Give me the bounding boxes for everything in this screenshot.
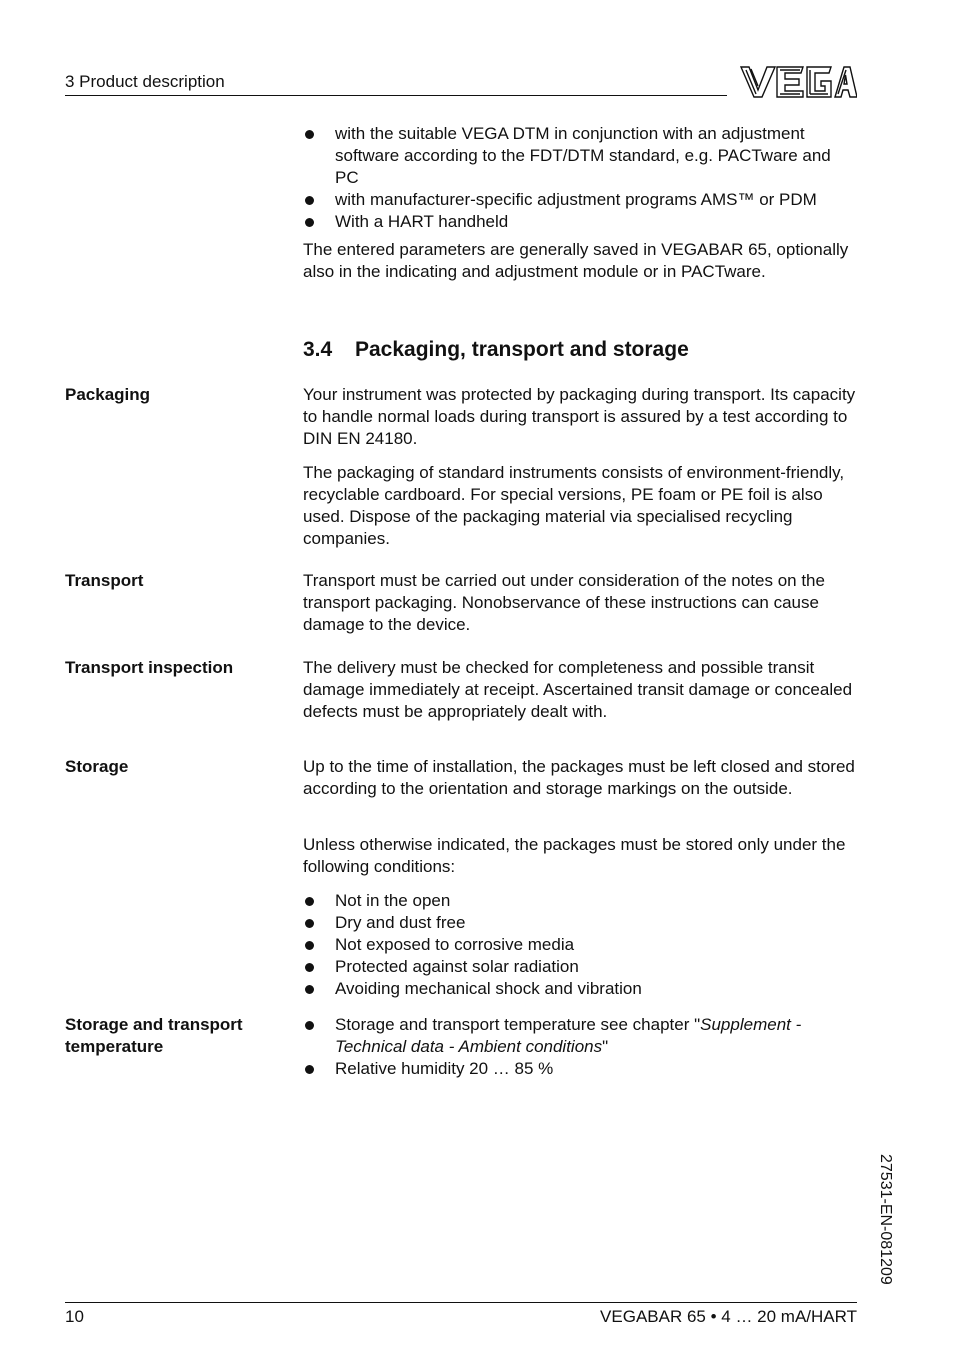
intro-paragraph: The entered parameters are generally saved in VEGABAR 65, optionally also in the indicating and adjustment module or in PACTware. <box>303 240 849 281</box>
vega-logo <box>739 64 857 99</box>
storage-paragraph-2: Unless otherwise indicated, the packages must be stored only under the following conditions: <box>303 835 846 876</box>
list-item: Avoiding mechanical shock and vibration <box>303 978 859 1000</box>
section-heading <box>303 337 689 363</box>
section-title: Packaging, transport and storage <box>355 338 689 361</box>
transport-inspection-label: Transport inspection <box>65 658 234 677</box>
chapter-reference: Supplement - Technical data - Ambient conditions <box>335 1015 802 1056</box>
list-item: Dry and dust free <box>303 912 859 934</box>
footer-divider <box>65 1302 857 1303</box>
list-item: with the suitable VEGA DTM in conjunction with an adjustment software according to the FDT/DTM standard, e.g. PACTware and PC <box>303 123 859 189</box>
packaging-paragraph-2: The packaging of standard instruments consists of environment-friendly, recyclable cardboard. For special versions, PE foam or PE foil is also used. Dispose of the packaging material via specialised recycling companies. <box>303 463 845 548</box>
bullet-text-post: " <box>602 1037 609 1056</box>
section-number: 3.4 <box>303 338 333 361</box>
storage-temperature-list <box>303 1014 859 1080</box>
transport-paragraph: Transport must be carried out under consideration of the notes on the transport packaging. Nonobservance of these instructions can cause damage to the device. <box>303 571 825 634</box>
page-number: 10 <box>65 1307 84 1326</box>
list-item: Relative humidity 20 … 85 % <box>303 1058 859 1080</box>
footer-product-name: VEGABAR 65 • 4 … 20 mA/HART <box>600 1307 857 1326</box>
packaging-paragraph-1: Your instrument was protected by packaging during transport. Its capacity to handle normal loads during transport is assured by a test according to DIN EN 24180. <box>303 385 856 448</box>
list-item: Not exposed to corrosive media <box>303 934 859 956</box>
header-divider <box>65 95 727 96</box>
intro-bullet-list <box>303 123 859 233</box>
list-item: With a HART handheld <box>303 211 859 233</box>
storage-paragraph-1: Up to the time of installation, the packages must be left closed and stored according to the orientation and storage markings on the outside. <box>303 757 855 798</box>
chapter-title: 3 Product description <box>65 72 225 91</box>
document-id: 27531-EN-081209 <box>877 1154 894 1285</box>
transport-label: Transport <box>65 571 144 590</box>
list-item: with manufacturer-specific adjustment programs AMS™ or PDM <box>303 189 859 211</box>
list-item: Not in the open <box>303 890 859 912</box>
storage-temperature-label: Storage and transport temperature <box>65 1015 243 1056</box>
list-item: Protected against solar radiation <box>303 956 859 978</box>
transport-inspection-paragraph: The delivery must be checked for completeness and possible transit damage immediately at receipt. Ascertained transit damage or concealed defects must be appropriately dealt with. <box>303 658 853 721</box>
storage-conditions-list <box>303 890 859 1000</box>
bullet-text-pre: Storage and transport temperature see chapter " <box>335 1015 701 1034</box>
list-item <box>303 1014 859 1058</box>
packaging-label: Packaging <box>65 385 151 404</box>
storage-label: Storage <box>65 757 129 776</box>
